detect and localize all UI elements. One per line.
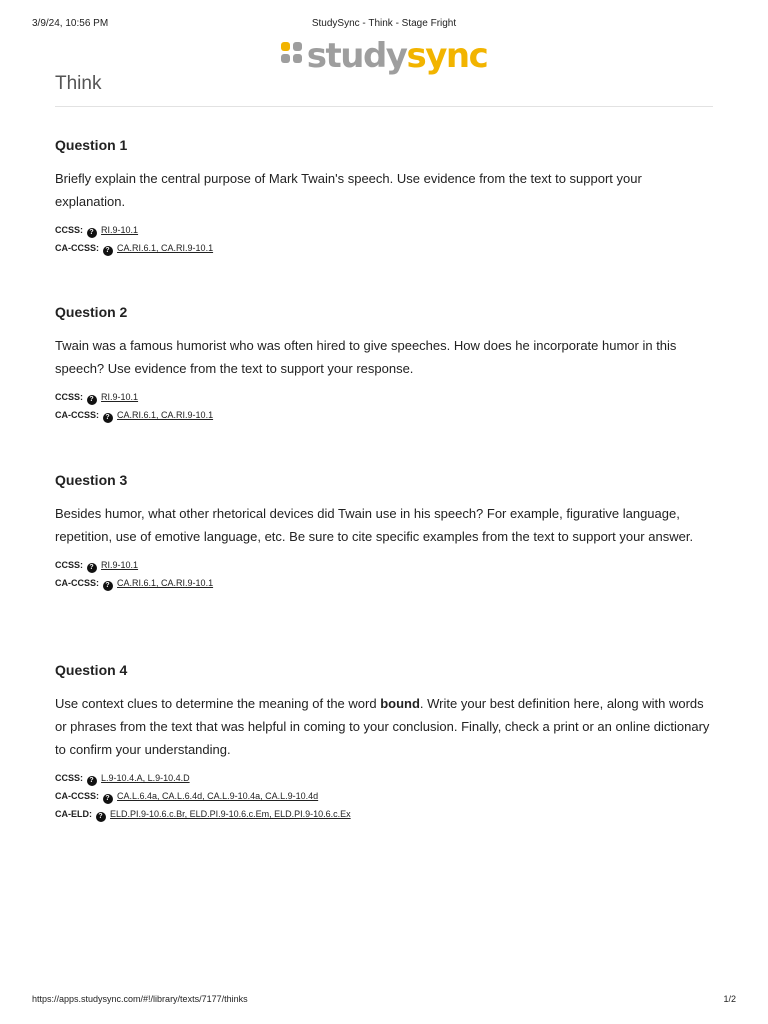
question-circle-icon[interactable]: ?	[103, 794, 113, 804]
standard-label: CCSS:	[55, 773, 84, 783]
question-heading: Question 3	[55, 472, 128, 488]
question-1	[55, 137, 715, 257]
print-datetime: 3/9/24, 10:56 PM	[32, 18, 109, 29]
title-divider	[55, 106, 713, 107]
standard-label: CCSS:	[55, 392, 84, 402]
standard-link[interactable]: CA.L.6.4a, CA.L.6.4d, CA.L.9-10.4a, CA.L.9-10.4d	[117, 791, 319, 801]
question-text: Briefly explain the central purpose of Mark Twain's speech. Use evidence from the text to support your explanation.	[55, 171, 642, 209]
print-header	[32, 18, 736, 32]
question-circle-icon[interactable]: ?	[103, 581, 113, 591]
question-2	[55, 304, 715, 424]
standard-label: CA-CCSS:	[55, 410, 99, 420]
question-text: Use context clues to determine the meaning of the word bound. Write your best definition here, along with words or phrases from the text that was helpful in coming to your conclusion. Finally, check a print or an online dictionary to confirm your understanding.	[55, 696, 710, 757]
question-circle-icon[interactable]: ?	[87, 563, 97, 573]
standard-label: CA-ELD:	[55, 809, 92, 819]
question-circle-icon[interactable]: ?	[103, 413, 113, 423]
print-footer	[32, 994, 736, 1008]
standard-link[interactable]: CA.RI.6.1, CA.RI.9-10.1	[117, 410, 214, 420]
print-url: https://apps.studysync.com/#!/library/texts/7177/thinks	[32, 994, 248, 1004]
print-title: StudySync - Think - Stage Fright	[311, 18, 457, 29]
standard-row-ccss	[55, 556, 715, 574]
print-page-number: 1/2	[723, 994, 736, 1004]
standard-row-ccss	[55, 388, 715, 406]
standard-link[interactable]: ELD.PI.9-10.6.c.Br, ELD.PI.9-10.6.c.Em, ELD.PI.9-10.6.c.Ex	[110, 809, 351, 819]
standard-row-ca-ccss	[55, 406, 715, 424]
standard-link[interactable]: CA.RI.6.1, CA.RI.9-10.1	[117, 578, 214, 588]
standard-row-ccss	[55, 221, 715, 239]
standard-label: CCSS:	[55, 225, 84, 235]
standard-row-ca-ccss	[55, 787, 715, 805]
question-text: Twain was a famous humorist who was often hired to give speeches. How does he incorporate humor in this speech? Use evidence from the text to support your response.	[55, 338, 677, 376]
standard-row-ca-eld	[55, 805, 715, 823]
standard-link[interactable]: CA.RI.6.1, CA.RI.9-10.1	[117, 243, 214, 253]
standard-link[interactable]: RI.9-10.1	[101, 560, 139, 570]
question-heading: Question 1	[55, 137, 128, 153]
logo-dots-icon	[281, 42, 303, 64]
question-heading: Question 4	[55, 662, 128, 678]
question-heading: Question 2	[55, 304, 128, 320]
question-circle-icon[interactable]: ?	[87, 228, 97, 238]
question-circle-icon[interactable]: ?	[87, 776, 97, 786]
question-circle-icon[interactable]: ?	[103, 246, 113, 256]
question-circle-icon[interactable]: ?	[96, 812, 106, 822]
standard-link[interactable]: RI.9-10.1	[101, 392, 139, 402]
standard-link[interactable]: L.9-10.4.A, L.9-10.4.D	[101, 773, 190, 783]
standard-label: CCSS:	[55, 560, 84, 570]
standard-label: CA-CCSS:	[55, 243, 99, 253]
standard-row-ccss	[55, 769, 715, 787]
page-title: Think	[55, 73, 102, 94]
standard-label: CA-CCSS:	[55, 791, 99, 801]
standard-link[interactable]: RI.9-10.1	[101, 225, 139, 235]
question-3	[55, 472, 715, 592]
question-4	[55, 662, 715, 823]
studysync-logo	[0, 36, 768, 76]
logo-wordmark: studysync	[306, 36, 488, 76]
standard-label: CA-CCSS:	[55, 578, 99, 588]
standard-row-ca-ccss	[55, 574, 715, 592]
standard-row-ca-ccss	[55, 239, 715, 257]
question-text: Besides humor, what other rhetorical devices did Twain use in his speech? For example, figurative language, repetition, use of emotive language, etc. Be sure to cite specific examples from the text to support your answer.	[55, 506, 694, 544]
vocab-word: bound	[380, 696, 420, 711]
question-circle-icon[interactable]: ?	[87, 395, 97, 405]
